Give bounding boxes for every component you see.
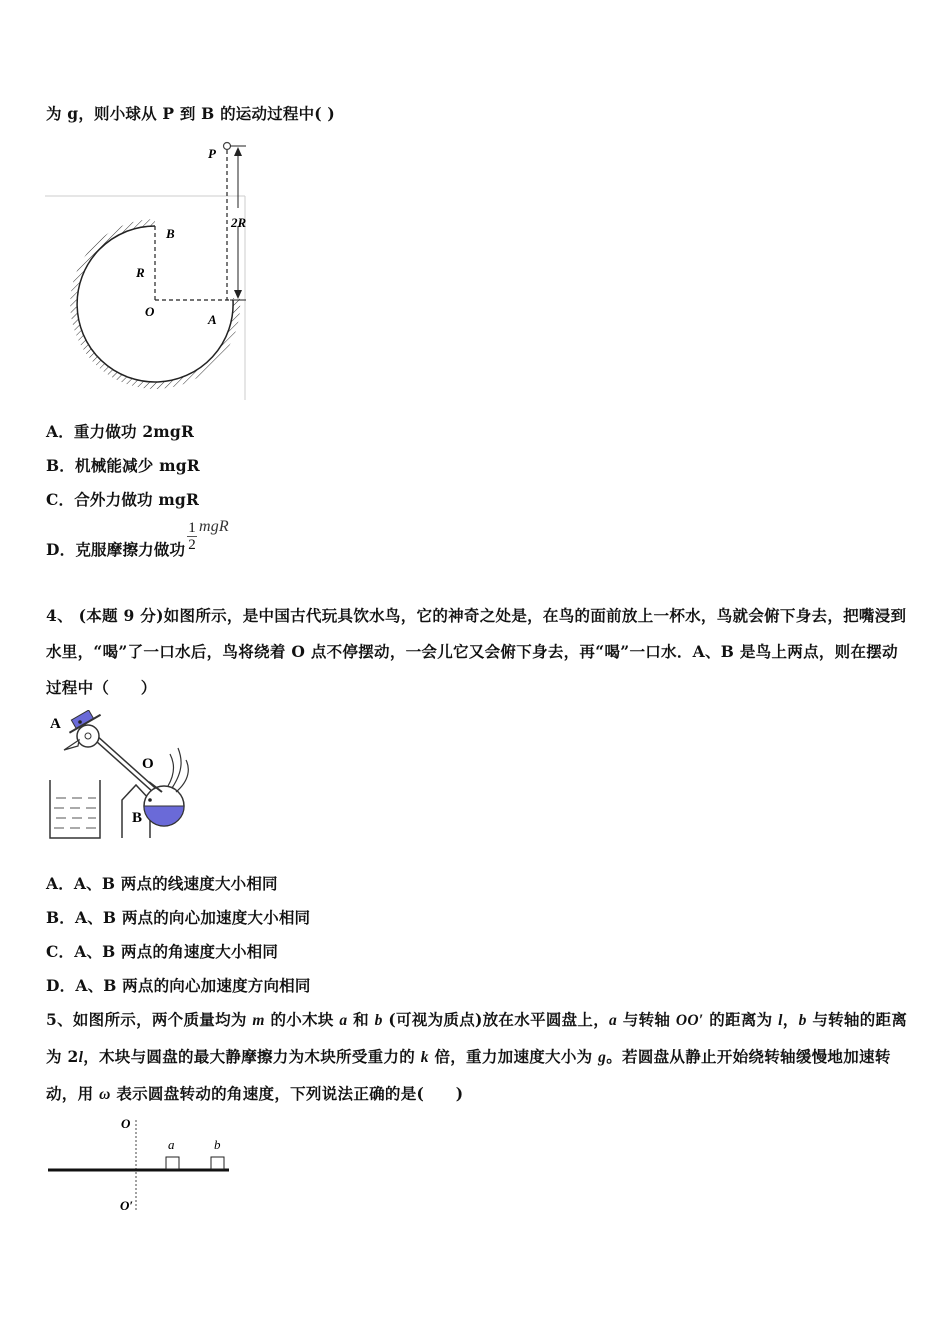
q4-figure — [44, 710, 204, 845]
label-2r: 2R — [231, 215, 247, 230]
q3-option-b: B．机械能减少 mgR — [46, 456, 200, 475]
label-o-top: O — [121, 1116, 131, 1131]
q5-figure — [44, 1112, 244, 1212]
q5-text-6: 的距离为 — [703, 1010, 779, 1029]
label-p: P — [208, 146, 216, 161]
label-o: O — [145, 304, 155, 319]
q5-var-oo: OO′ — [675, 1012, 704, 1029]
label-b: B — [166, 226, 175, 241]
q3-option-d — [46, 517, 229, 559]
q4-stem: 4、 (本题 9 分)如图所示，是中国古代玩具饮水鸟，它的神奇之处是，在鸟的面前放上一杯水，鸟就会俯下身去，把嘴浸到水里，“喝”了一口水后，鸟将绕着 O 点不停摆动，一会儿它又会俯下身去，再“喝”一口水．A、B 是鸟上两点，则在摆动过程中（ ） — [46, 606, 907, 697]
q3-option-d-prefix: D．克服摩擦力做功 — [46, 539, 186, 559]
label-block-b: b — [214, 1137, 221, 1152]
block-a — [166, 1157, 179, 1169]
q5-text-4: (可视为质点)放在水平圆盘上， — [382, 1010, 610, 1029]
q5-text-3: 和 — [347, 1010, 375, 1029]
label-r: R — [136, 265, 145, 280]
point-b-marker — [148, 798, 152, 802]
q3-option-a: A．重力做功 2mgR — [46, 422, 195, 441]
q5-text-2: 的小木块 — [264, 1010, 340, 1029]
ball-p — [224, 143, 231, 150]
q4-option-c: C．A、B 两点的角速度大小相同 — [46, 942, 279, 961]
block-b — [211, 1157, 224, 1169]
q5-var-l2: l — [78, 1049, 84, 1066]
q5-var-k: k — [420, 1049, 429, 1066]
dim-arrowhead-down — [234, 290, 242, 299]
track-hatch — [70, 219, 240, 389]
bird-eye — [85, 733, 91, 739]
label-o-bottom: O′ — [120, 1198, 134, 1212]
q5-stem — [46, 1002, 908, 1113]
q5-text-7: ， — [782, 1010, 799, 1029]
q5-text-8: 与转轴的距离为 2 — [46, 1010, 908, 1066]
q5-text-1: 5、如图所示，两个质量均为 — [46, 1010, 253, 1029]
fraction-numerator: 1 — [188, 520, 196, 536]
q5-text-12: 表示圆盘转动的角速度，下列说法正确的是( ) — [110, 1084, 464, 1103]
q5-var-a2: a — [609, 1012, 618, 1029]
water-lines — [54, 798, 96, 828]
point-a-marker — [78, 720, 82, 724]
q5-text-10: 倍，重力加速度大小为 — [428, 1047, 599, 1066]
q3-stem-tail: 为 g，则小球从 P 到 B 的运动过程中( ) — [46, 104, 335, 123]
q5-var-b: b — [374, 1012, 383, 1029]
q5-text-5: 与转轴 — [617, 1010, 676, 1029]
bird-beak — [64, 740, 79, 750]
q5-text-9: ，木块与圆盘的最大静摩擦力为木块所受重力的 — [83, 1047, 421, 1066]
label-a: A — [50, 716, 61, 732]
dim-arrowhead-up — [234, 147, 242, 156]
q4-option-d: D．A、B 两点的向心加速度方向相同 — [46, 976, 311, 995]
q5-var-omega: ω — [99, 1086, 111, 1103]
q5-var-g: g — [598, 1049, 607, 1066]
q5-var-b2: b — [798, 1012, 807, 1029]
q5-var-m: m — [252, 1012, 265, 1029]
label-a: A — [208, 312, 217, 327]
one-half-fraction — [187, 520, 197, 553]
water-cup — [50, 780, 100, 838]
q3-option-c: C．合外力做功 mgR — [46, 490, 200, 509]
q4-option-b: B．A、B 两点的向心加速度大小相同 — [46, 908, 311, 927]
q3-figure — [40, 138, 260, 408]
label-o: O — [142, 756, 154, 772]
q4-option-a: A．A、B 两点的线速度大小相同 — [46, 874, 278, 893]
bird-tail — [168, 748, 188, 792]
q3-option-d-suffix: mgR — [198, 517, 229, 535]
q5-var-l: l — [778, 1012, 783, 1029]
label-block-a: a — [168, 1137, 175, 1152]
q5-var-a: a — [339, 1012, 348, 1029]
fraction-denominator: 2 — [188, 537, 196, 553]
q5-text-11: 。若圆盘从静止开始绕转轴缓慢地加速转动，用 — [46, 1047, 891, 1103]
label-b: B — [132, 810, 143, 826]
